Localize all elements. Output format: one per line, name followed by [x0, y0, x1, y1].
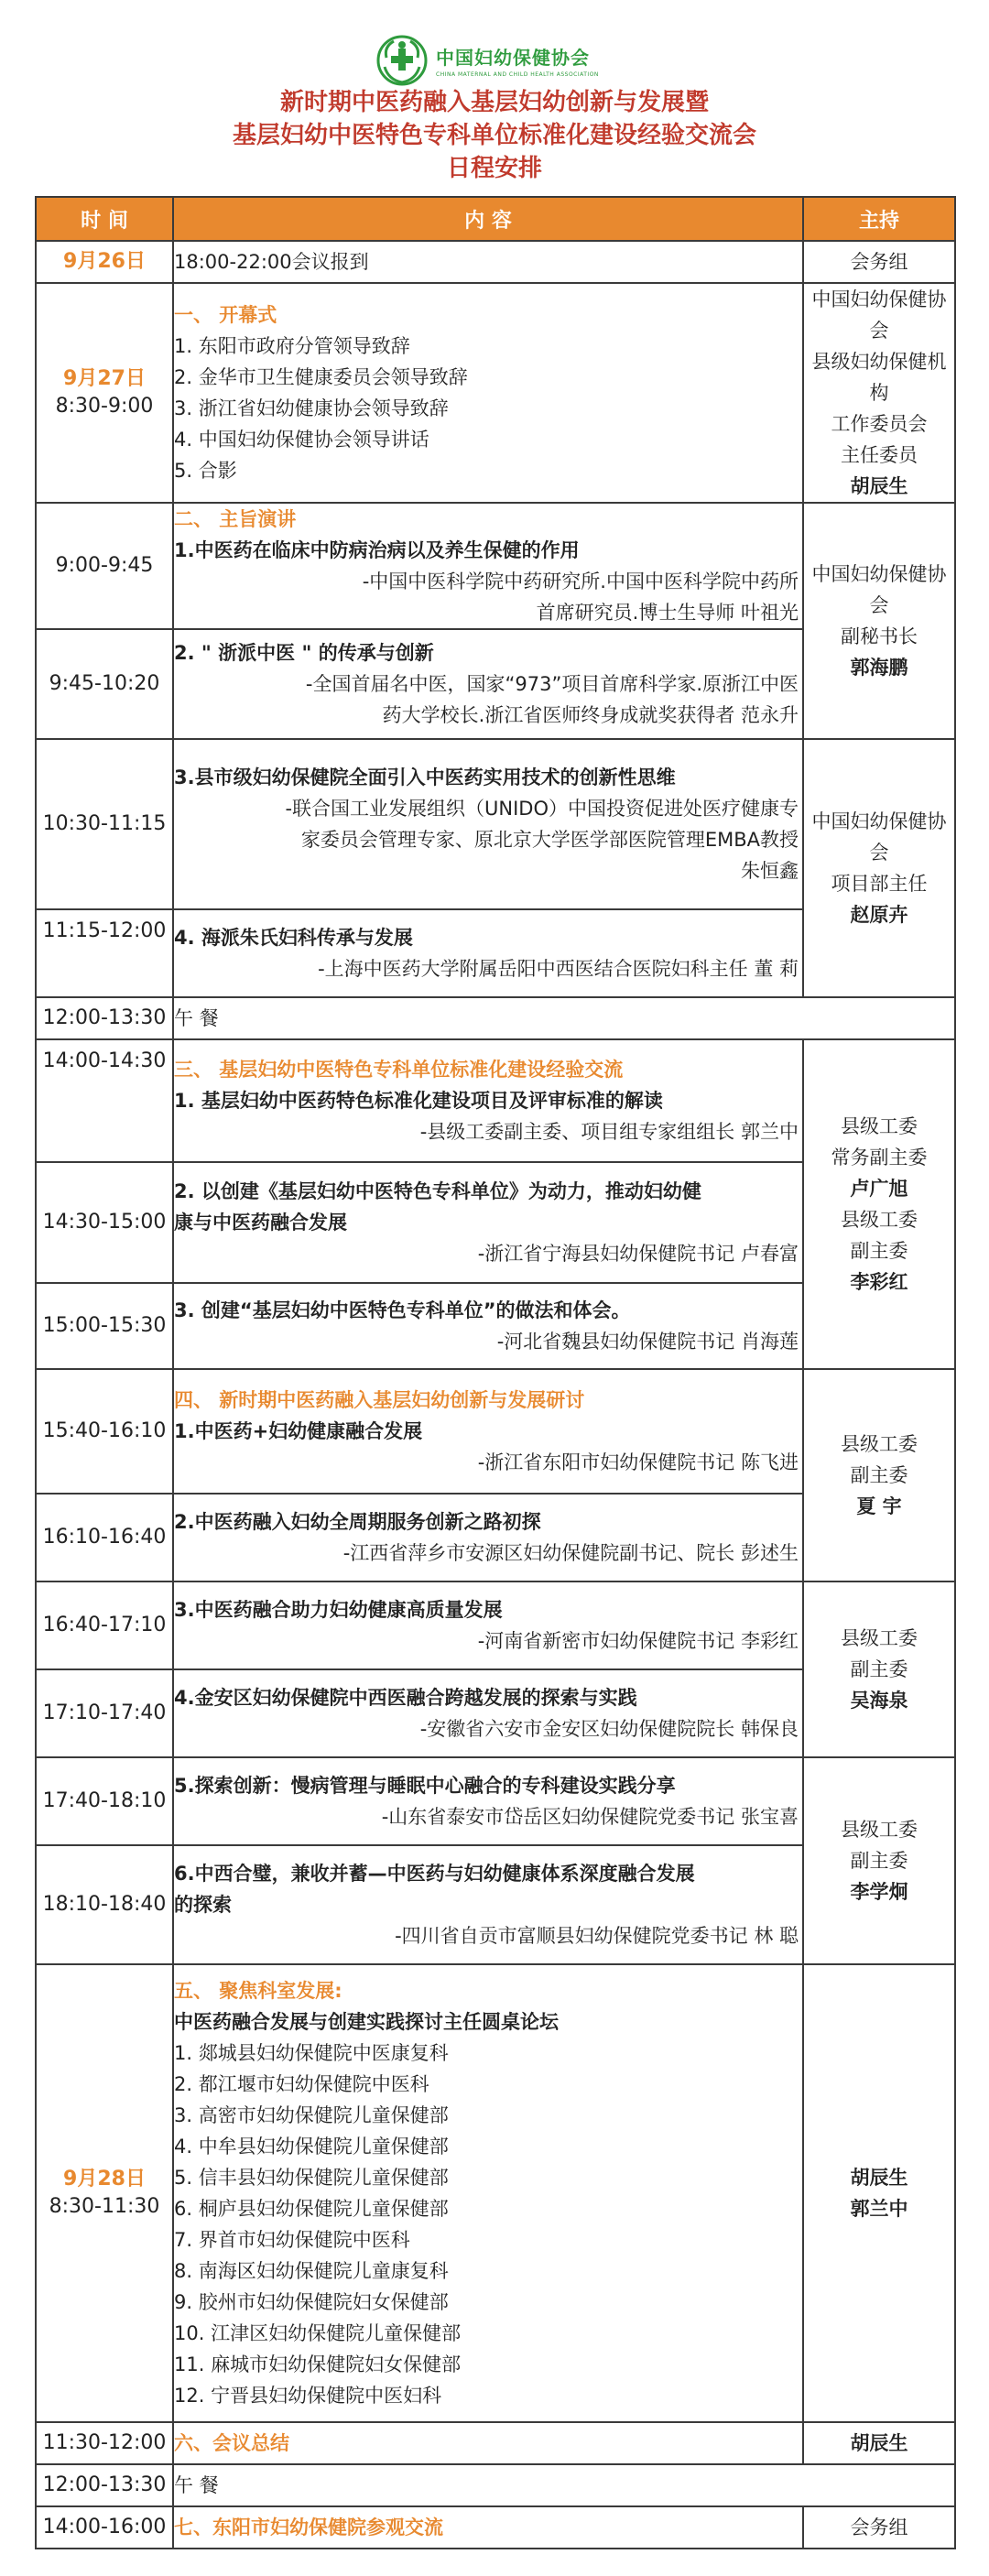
host-cell	[803, 1964, 955, 2422]
topic-title: 2. " 浙派中医 " 的传承与创新	[174, 642, 434, 664]
list-item: 3. 浙江省妇幼健康协会领导致辞	[174, 397, 449, 419]
date-label: 9月26日	[63, 250, 146, 273]
list-item: 4. 中牟县妇幼保健院儿童保健部	[174, 2136, 449, 2158]
time-cell: 16:10-16:40	[36, 1494, 173, 1581]
host-name: 卢广旭	[850, 1178, 908, 1200]
host-title: 县级工委	[841, 1115, 918, 1137]
time-cell: 17:10-17:40	[36, 1669, 173, 1757]
host-cell	[803, 283, 955, 503]
section-title: 五、 聚焦科室发展:	[174, 1980, 342, 2002]
content-cell	[173, 1845, 803, 1964]
time-cell: 14:30-15:00	[36, 1162, 173, 1283]
speaker-line: 首席研究员.博士生导师 叶祖光	[536, 602, 799, 624]
time-cell: 12:00-13:30	[36, 2464, 173, 2506]
content-cell	[173, 503, 803, 629]
speaker-line: -安徽省六安市金安区妇幼保健院院长 韩保良	[419, 1718, 799, 1740]
title-line-1: 新时期中医药融入基层妇幼创新与发展暨	[279, 89, 709, 116]
association-logo	[375, 33, 614, 88]
date-label: 9月28日	[63, 2168, 146, 2190]
section-title: 二、 主旨演讲	[174, 508, 297, 530]
time-label: 8:30-9:00	[55, 395, 154, 418]
table-row	[36, 1964, 955, 2422]
host-name: 郭海鹏	[850, 657, 908, 679]
header-host: 主持	[803, 197, 955, 241]
host-title: 副主委	[850, 1658, 908, 1680]
time-cell: 10:30-11:15	[36, 739, 173, 909]
host-name: 郭兰中	[850, 2198, 908, 2220]
host-cell	[803, 1369, 955, 1581]
topic-title: 3.中医药融合助力妇幼健康高质量发展	[174, 1599, 503, 1621]
speaker-line: -联合国工业发展组织（UNIDO）中国投资促进处医疗健康专	[285, 798, 799, 820]
list-item: 9. 胶州市妇幼保健院妇女保健部	[174, 2291, 449, 2313]
list-item: 5. 合影	[174, 460, 237, 482]
topic-title: 2.中医药融入妇幼全周期服务创新之路初探	[174, 1511, 541, 1533]
time-cell	[36, 1964, 173, 2422]
host-cell	[803, 739, 955, 997]
section-title: 四、 新时期中医药融入基层妇幼创新与发展研讨	[174, 1389, 585, 1411]
host-title: 中国妇幼保健协会	[811, 288, 947, 342]
speaker-line: -河南省新密市妇幼保健院书记 李彩红	[477, 1630, 799, 1652]
content-cell	[173, 1669, 803, 1757]
host-name: 赵原卉	[850, 904, 908, 926]
title-line-2: 基层妇幼中医特色专科单位标准化建设经验交流会	[232, 122, 756, 149]
table-row	[36, 1581, 955, 1669]
speaker-line: -中国中医科学院中药研究所.中国中医科学院中药所	[362, 571, 799, 592]
content-cell	[173, 909, 803, 997]
table-row	[36, 503, 955, 629]
content-cell	[173, 1964, 803, 2422]
host-name: 胡辰生	[850, 2167, 908, 2189]
speaker-line: 朱恒鑫	[741, 860, 799, 882]
content-cell: 七、东阳市妇幼保健院参观交流	[173, 2506, 803, 2549]
content-cell: 六、会议总结	[173, 2422, 803, 2464]
table-row	[36, 2422, 955, 2464]
time-cell: 11:30-12:00	[36, 2422, 173, 2464]
table-row	[36, 1039, 955, 1162]
host-title: 县级工委	[841, 1819, 918, 1841]
time-cell: 12:00-13:30	[36, 997, 173, 1039]
content-cell	[173, 1369, 803, 1494]
logo-english: CHINA MATERNAL AND CHILD HEALTH ASSOCIATION	[436, 71, 599, 78]
page-title	[0, 86, 989, 185]
date-label: 9月27日	[63, 367, 146, 390]
table-row	[36, 997, 955, 1039]
speaker-line: -浙江省宁海县妇幼保健院书记 卢春富	[477, 1243, 799, 1265]
time-cell: 15:40-16:10	[36, 1369, 173, 1494]
host-title: 中国妇幼保健协会	[811, 563, 947, 616]
topic-title: 1.中医药+妇幼健康融合发展	[174, 1420, 423, 1442]
content-cell	[173, 1039, 803, 1162]
content-cell	[173, 1283, 803, 1369]
speaker-line: -全国首届名中医，国家“973”项目首席科学家.原浙江中医	[305, 673, 799, 695]
time-label: 8:30-11:30	[49, 2195, 160, 2218]
time-cell: 14:00-14:30	[36, 1039, 173, 1162]
host-cell	[803, 1039, 955, 1369]
header-time: 时 间	[36, 197, 173, 241]
content-cell: 18:00-22:00会议报到	[173, 241, 803, 283]
topic-title: 6.中西合璧，兼收并蓄—中医药与妇幼健康体系深度融合发展	[174, 1863, 695, 1885]
list-item: 5. 信丰县妇幼保健院儿童保健部	[174, 2167, 449, 2189]
time-cell	[36, 283, 173, 503]
speaker-line: -县级工委副主委、项目组专家组组长 郭兰中	[419, 1121, 799, 1143]
speaker-line: 家委员会管理专家、原北京大学医学部医院管理EMBA教授	[300, 829, 799, 851]
topic-title: 3. 创建“基层妇幼中医特色专科单位”的做法和体会。	[174, 1299, 631, 1321]
host-title: 常务副主委	[831, 1147, 928, 1168]
time-cell: 11:15-12:00	[36, 909, 173, 997]
table-row	[36, 2464, 955, 2506]
table-header-row	[36, 197, 955, 241]
table-row	[36, 1757, 955, 1845]
host-title: 县级妇幼保健机构	[811, 351, 947, 404]
list-item: 11. 麻城市妇幼保健院妇女保健部	[174, 2353, 462, 2375]
association-emblem-icon	[375, 34, 429, 87]
content-cell	[173, 1162, 803, 1283]
speaker-line: -山东省泰安市岱岳区妇幼保健院党委书记 张宝喜	[381, 1806, 799, 1828]
topic-title: 1. 基层妇幼中医药特色标准化建设项目及评审标准的解读	[174, 1090, 663, 1112]
schedule-table	[35, 196, 956, 2549]
host-title: 县级工委	[841, 1627, 918, 1649]
content-cell	[173, 1581, 803, 1669]
host-title: 副主委	[850, 1240, 908, 1262]
topic-title: 1.中医药在临床中防病治病以及养生保健的作用	[174, 539, 580, 561]
header-content: 内 容	[173, 197, 803, 241]
host-name: 胡辰生	[850, 2432, 908, 2454]
content-cell	[173, 1494, 803, 1581]
title-line-3: 日程安排	[446, 155, 542, 182]
logo-name: 中国妇幼保健协会	[436, 47, 590, 69]
topic-title: 的探索	[174, 1894, 232, 1916]
speaker-line: -四川省自贡市富顺县妇幼保健院党委书记 林 聪	[395, 1925, 799, 1947]
topic-title: 3.县市级妇幼保健院全面引入中医药实用技术的创新性思维	[174, 766, 676, 788]
list-item: 12. 宁晋县妇幼保健院中医妇科	[174, 2385, 442, 2407]
section-title: 一、 开幕式	[174, 304, 277, 326]
content-cell	[173, 283, 803, 503]
host-title: 县级工委	[841, 1209, 918, 1231]
host-cell: 会务组	[803, 241, 955, 283]
topic-title: 4. 海派朱氏妇科传承与发展	[174, 927, 413, 949]
host-title: 县级工委	[841, 1433, 918, 1455]
host-cell	[803, 503, 955, 739]
content-cell: 午 餐	[173, 997, 955, 1039]
list-item: 2. 都江堰市妇幼保健院中医科	[174, 2073, 429, 2095]
list-item: 1. 东阳市政府分管领导致辞	[174, 335, 410, 357]
list-item: 7. 界首市妇幼保健院中医科	[174, 2229, 410, 2251]
topic-title: 4.金安区妇幼保健院中西医融合跨越发展的探索与实践	[174, 1687, 637, 1709]
topic-title: 中医药融合发展与创建实践探讨主任圆桌论坛	[174, 2011, 559, 2033]
host-title: 项目部主任	[831, 873, 928, 895]
host-name: 李学炯	[850, 1881, 908, 1903]
time-cell: 18:10-18:40	[36, 1845, 173, 1964]
host-title: 主任委员	[841, 444, 918, 466]
host-title: 副秘书长	[841, 625, 918, 647]
topic-title: 5.探索创新：慢病管理与睡眠中心融合的专科建设实践分享	[174, 1775, 676, 1797]
host-cell: 会务组	[803, 2506, 955, 2549]
topic-title: 2. 以创建《基层妇幼中医特色专科单位》为动力，推动妇幼健	[174, 1180, 701, 1202]
speaker-line: -浙江省东阳市妇幼保健院书记 陈飞进	[477, 1451, 799, 1473]
content-cell	[173, 1757, 803, 1845]
time-cell: 9:00-9:45	[36, 503, 173, 629]
table-row	[36, 739, 955, 909]
host-name: 李彩红	[850, 1271, 908, 1293]
topic-title: 康与中医药融合发展	[174, 1212, 347, 1234]
table-row	[36, 283, 955, 503]
list-item: 3. 高密市妇幼保健院儿童保健部	[174, 2104, 449, 2126]
content-cell	[173, 629, 803, 739]
list-item: 8. 南海区妇幼保健院儿童康复科	[174, 2260, 449, 2282]
time-cell: 17:40-18:10	[36, 1757, 173, 1845]
list-item: 10. 江津区妇幼保健院儿童保健部	[174, 2322, 462, 2344]
speaker-line: -上海中医药大学附属岳阳中西医结合医院妇科主任 董 莉	[318, 958, 799, 980]
host-cell	[803, 1757, 955, 1964]
speaker-line: 药大学校长.浙江省医师终身成就奖获得者 范永升	[382, 704, 799, 726]
time-cell: 9:45-10:20	[36, 629, 173, 739]
content-cell: 午 餐	[173, 2464, 955, 2506]
content-cell	[173, 739, 803, 909]
host-name: 夏 宇	[856, 1495, 902, 1517]
list-item: 6. 桐庐县妇幼保健院儿童保健部	[174, 2198, 449, 2220]
host-title: 副主委	[850, 1850, 908, 1872]
list-item: 1. 郯城县妇幼保健院中医康复科	[174, 2042, 449, 2064]
speaker-line: -江西省萍乡市安源区妇幼保健院副书记、院长 彭述生	[342, 1542, 799, 1564]
list-item: 2. 金华市卫生健康委员会领导致辞	[174, 366, 468, 388]
table-row	[36, 2506, 955, 2549]
section-title: 三、 基层妇幼中医特色专科单位标准化建设经验交流	[174, 1059, 624, 1081]
list-item: 4. 中国妇幼保健协会领导讲话	[174, 429, 429, 451]
table-row	[36, 241, 955, 283]
host-cell	[803, 1581, 955, 1757]
time-cell: 14:00-16:00	[36, 2506, 173, 2549]
host-name: 吴海泉	[850, 1690, 908, 1712]
host-title: 中国妇幼保健协会	[811, 810, 947, 864]
time-cell: 16:40-17:10	[36, 1581, 173, 1669]
speaker-line: -河北省魏县妇幼保健院书记 肖海莲	[496, 1331, 799, 1353]
time-cell	[36, 241, 173, 283]
table-row	[36, 1369, 955, 1494]
time-cell: 15:00-15:30	[36, 1283, 173, 1369]
host-name: 胡辰生	[850, 475, 908, 497]
host-title: 副主委	[850, 1464, 908, 1486]
host-title: 工作委员会	[831, 413, 928, 435]
host-cell	[803, 2422, 955, 2464]
